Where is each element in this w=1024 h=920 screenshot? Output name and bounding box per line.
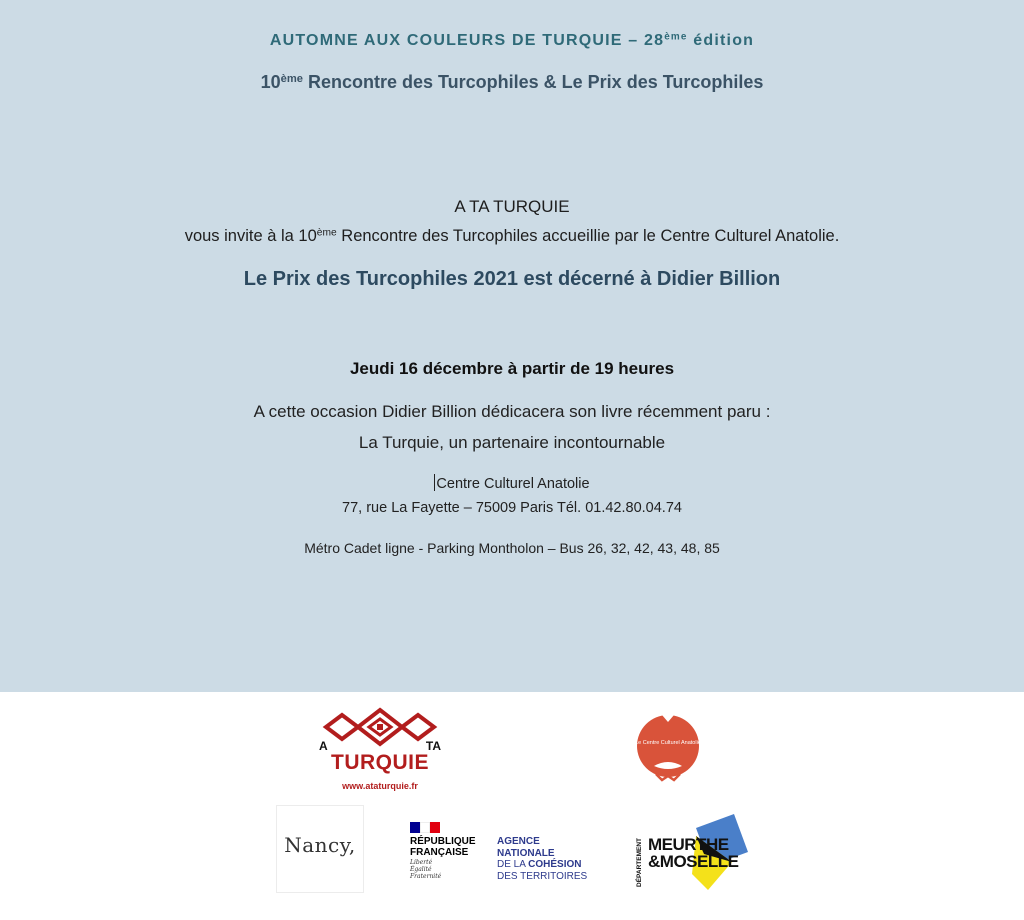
book-title: La Turquie, un partenaire incontournable xyxy=(358,433,666,452)
prize-announcement: Le Prix des Turcophiles 2021 est décerné à Didier Billion xyxy=(243,268,781,290)
ata-url: www.ataturquie.fr xyxy=(342,781,418,791)
republique-francaise-logo: RÉPUBLIQUE FRANÇAISE Liberté Égalité Fraternité xyxy=(410,822,490,888)
venue-name: Centre Culturel Anatolie xyxy=(436,476,590,492)
centre-culturel-anatolie-logo: Le Centre Culturel Anatolie xyxy=(634,714,702,784)
kilim-pattern-icon xyxy=(316,707,444,749)
venue-address: 77, rue La Fayette – 75009 Paris Tél. 01.42.80.04.74 xyxy=(342,500,682,516)
edition-title: AUTOMNE AUX COULEURS DE TURQUIE – 28ème édition xyxy=(269,31,755,49)
invitation-line: vous invite à la 10ème Rencontre des Turcophiles accueillie par le Centre Culturel Anatolie. xyxy=(184,227,840,245)
event-date: Jeudi 16 décembre à partir de 19 heures xyxy=(349,359,675,378)
anct-logo: AGENCE NATIONALE DE LA COHÉSION DES TERRITOIRES xyxy=(497,836,588,882)
event-subtitle: 10ème Rencontre des Turcophiles & Le Prix des Turcophiles xyxy=(260,72,764,92)
signing-note: A cette occasion Didier Billion dédicacera son livre récemment paru : xyxy=(253,402,771,421)
transport-access: Métro Cadet ligne - Parking Montholon – Bus 26, 32, 42, 43, 48, 85 xyxy=(304,540,720,556)
french-flag-icon xyxy=(410,822,440,833)
nancy-logo: Nancy, xyxy=(276,805,364,893)
meurthe-et-moselle-logo: DÉPARTEMENT MEURTHE &MOSELLE xyxy=(634,814,750,892)
anatolie-emblem-icon xyxy=(634,714,702,784)
ata-turquie-logo: A TA TURQUIE www.ataturquie.fr xyxy=(316,707,444,791)
organizer-name: A TA TURQUIE xyxy=(454,197,570,216)
